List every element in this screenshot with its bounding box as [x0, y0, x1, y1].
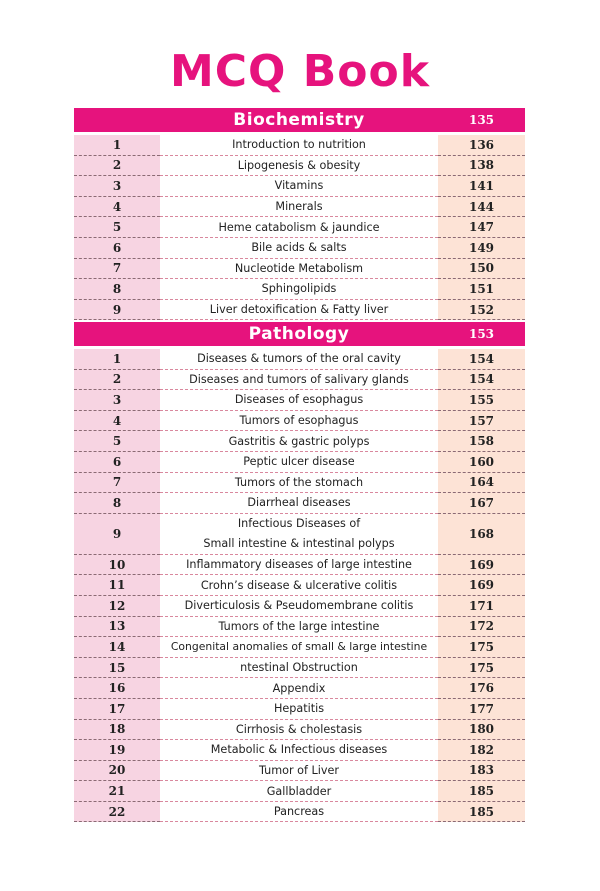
section-header[interactable]	[74, 322, 525, 346]
row-topic-line-1: Infectious Diseases of	[237, 517, 361, 531]
row-page: 167	[438, 493, 525, 514]
row-number: 15	[74, 658, 160, 679]
row-topic: Diseases and tumors of salivary glands	[160, 370, 438, 391]
toc-row[interactable]	[74, 617, 525, 638]
toc-row[interactable]	[74, 238, 525, 259]
row-number: 21	[74, 781, 160, 802]
row-number: 2	[74, 370, 160, 391]
row-number: 1	[74, 349, 160, 370]
row-number: 6	[74, 238, 160, 259]
row-page: 150	[438, 259, 525, 280]
row-page: 185	[438, 802, 525, 823]
toc-row[interactable]	[74, 596, 525, 617]
row-topic: ntestinal Obstruction	[160, 658, 438, 679]
row-page: 182	[438, 740, 525, 761]
row-topic: Pancreas	[160, 802, 438, 823]
toc-row[interactable]	[74, 658, 525, 679]
row-page: 144	[438, 197, 525, 218]
row-page: 158	[438, 431, 525, 452]
row-number: 11	[74, 575, 160, 596]
row-topic: Liver detoxification & Fatty liver	[160, 300, 438, 321]
toc-row[interactable]	[74, 411, 525, 432]
row-number: 9	[74, 300, 160, 321]
section-header[interactable]	[74, 108, 525, 132]
row-topic: Heme catabolism & jaundice	[160, 217, 438, 238]
row-page: 138	[438, 156, 525, 177]
row-topic: Nucleotide Metabolism	[160, 259, 438, 280]
row-page: 149	[438, 238, 525, 259]
row-number: 3	[74, 390, 160, 411]
row-number: 4	[74, 197, 160, 218]
toc-row[interactable]	[74, 493, 525, 514]
toc-row[interactable]	[74, 514, 525, 555]
page-title: MCQ Book	[169, 46, 431, 97]
row-topic: Bile acids & salts	[160, 238, 438, 259]
row-topic: Tumor of Liver	[160, 761, 438, 782]
toc-row[interactable]	[74, 452, 525, 473]
row-page: 155	[438, 390, 525, 411]
toc-section-biochemistry	[74, 108, 525, 320]
toc-row[interactable]	[74, 781, 525, 802]
toc-row[interactable]	[74, 637, 525, 658]
row-number: 2	[74, 156, 160, 177]
row-topic	[160, 514, 438, 555]
row-topic: Gastritis & gastric polyps	[160, 431, 438, 452]
row-number: 18	[74, 720, 160, 741]
toc-row[interactable]	[74, 349, 525, 370]
row-page: 180	[438, 720, 525, 741]
row-page: 171	[438, 596, 525, 617]
row-topic: Crohn’s disease & ulcerative colitis	[160, 575, 438, 596]
row-page: 141	[438, 176, 525, 197]
row-page: 185	[438, 781, 525, 802]
row-number: 17	[74, 699, 160, 720]
toc-row[interactable]	[74, 720, 525, 741]
row-page: 151	[438, 279, 525, 300]
toc-row[interactable]	[74, 699, 525, 720]
toc-row[interactable]	[74, 370, 525, 391]
row-page: 175	[438, 637, 525, 658]
row-topic: Diverticulosis & Pseudomembrane colitis	[160, 596, 438, 617]
toc-row[interactable]	[74, 802, 525, 823]
row-number: 19	[74, 740, 160, 761]
row-number: 7	[74, 259, 160, 280]
row-number: 16	[74, 678, 160, 699]
row-number: 13	[74, 617, 160, 638]
section-title: Pathology	[248, 324, 350, 344]
row-number: 20	[74, 761, 160, 782]
toc-row[interactable]	[74, 740, 525, 761]
toc-row[interactable]	[74, 575, 525, 596]
toc-row[interactable]	[74, 279, 525, 300]
toc-row[interactable]	[74, 761, 525, 782]
row-number: 8	[74, 493, 160, 514]
toc-row[interactable]	[74, 473, 525, 494]
row-number: 7	[74, 473, 160, 494]
toc-row[interactable]	[74, 555, 525, 576]
row-topic: Congenital anomalies of small & large intestine	[160, 637, 438, 658]
toc-row[interactable]	[74, 217, 525, 238]
row-page: 168	[438, 514, 525, 555]
row-page: 164	[438, 473, 525, 494]
toc-row[interactable]	[74, 678, 525, 699]
row-number: 3	[74, 176, 160, 197]
row-topic: Tumors of the large intestine	[160, 617, 438, 638]
toc-row[interactable]	[74, 135, 525, 156]
row-number: 5	[74, 217, 160, 238]
section-page: 153	[468, 327, 495, 341]
row-number: 10	[74, 555, 160, 576]
toc-row[interactable]	[74, 390, 525, 411]
row-number: 4	[74, 411, 160, 432]
toc-row[interactable]	[74, 176, 525, 197]
toc-section-pathology	[74, 322, 525, 822]
row-topic: Vitamins	[160, 176, 438, 197]
row-number: 22	[74, 802, 160, 823]
toc-row[interactable]	[74, 156, 525, 177]
row-topic: Sphingolipids	[160, 279, 438, 300]
section-page: 135	[468, 113, 495, 127]
row-topic: Hepatitis	[160, 699, 438, 720]
row-topic: Diseases of esophagus	[160, 390, 438, 411]
row-page: 169	[438, 555, 525, 576]
row-number: 9	[74, 514, 160, 555]
row-number: 6	[74, 452, 160, 473]
row-topic: Metabolic & Infectious diseases	[160, 740, 438, 761]
toc-row[interactable]	[74, 300, 525, 321]
row-page: 154	[438, 349, 525, 370]
row-page: 152	[438, 300, 525, 321]
toc-row[interactable]	[74, 197, 525, 218]
toc-row[interactable]	[74, 259, 525, 280]
row-topic: Gallbladder	[160, 781, 438, 802]
row-topic: Lipogenesis & obesity	[160, 156, 438, 177]
row-number: 1	[74, 135, 160, 156]
row-page: 157	[438, 411, 525, 432]
section-title: Biochemistry	[233, 110, 365, 130]
row-topic: Inflammatory diseases of large intestine	[160, 555, 438, 576]
row-page: 172	[438, 617, 525, 638]
row-page: 175	[438, 658, 525, 679]
row-page: 183	[438, 761, 525, 782]
row-number: 5	[74, 431, 160, 452]
row-topic: Introduction to nutrition	[160, 135, 438, 156]
row-number: 14	[74, 637, 160, 658]
row-topic: Appendix	[160, 678, 438, 699]
row-page: 154	[438, 370, 525, 391]
row-topic: Minerals	[160, 197, 438, 218]
row-number: 8	[74, 279, 160, 300]
row-topic: Tumors of esophagus	[160, 411, 438, 432]
row-number: 12	[74, 596, 160, 617]
row-page: 136	[438, 135, 525, 156]
row-page: 160	[438, 452, 525, 473]
row-topic: Diseases & tumors of the oral cavity	[160, 349, 438, 370]
row-page: 147	[438, 217, 525, 238]
row-page: 169	[438, 575, 525, 596]
row-topic-line-2: Small intestine & intestinal polyps	[203, 537, 395, 551]
row-page: 176	[438, 678, 525, 699]
toc-row[interactable]	[74, 431, 525, 452]
row-page: 177	[438, 699, 525, 720]
row-topic: Cirrhosis & cholestasis	[160, 720, 438, 741]
row-topic: Diarrheal diseases	[160, 493, 438, 514]
row-topic: Tumors of the stomach	[160, 473, 438, 494]
row-topic: Peptic ulcer disease	[160, 452, 438, 473]
